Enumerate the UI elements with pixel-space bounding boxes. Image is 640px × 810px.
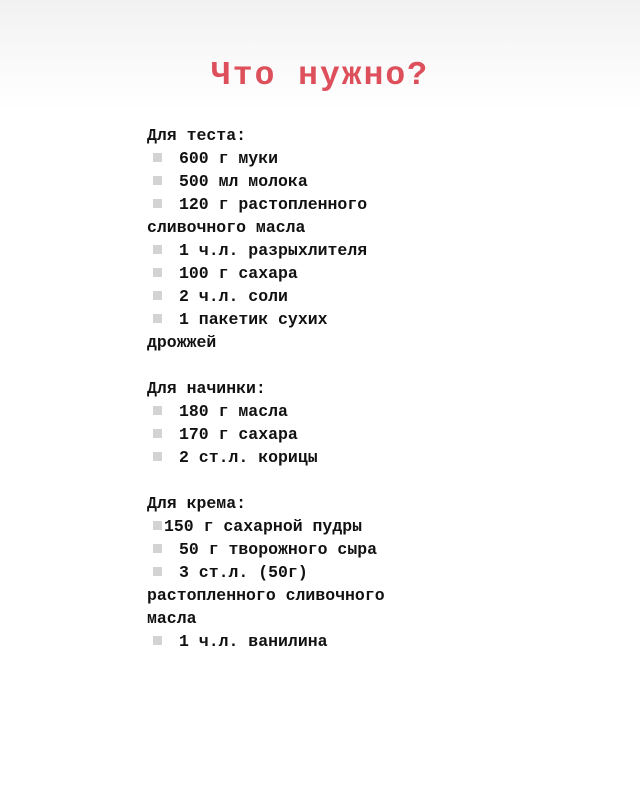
square-bullet-icon <box>153 199 162 208</box>
ingredient-text: 1 ч.л. ванилина <box>179 632 328 651</box>
ingredient-text: 1 пакетик сухих дрожжей <box>147 310 328 352</box>
square-bullet-icon <box>153 521 162 530</box>
ingredient-list <box>147 400 387 469</box>
ingredient-list <box>147 515 387 653</box>
section-filling <box>147 377 387 469</box>
square-bullet-icon <box>153 153 162 162</box>
list-item <box>147 239 387 262</box>
square-bullet-icon <box>153 245 162 254</box>
ingredient-text: 600 г муки <box>179 149 279 168</box>
list-item <box>147 170 387 193</box>
ingredient-text: 500 мл молока <box>179 172 308 191</box>
section-heading: Для крема: <box>147 494 247 513</box>
ingredient-text: 1 ч.л. разрыхлителя <box>179 241 368 260</box>
section-spacer <box>147 469 387 492</box>
square-bullet-icon <box>153 567 162 576</box>
square-bullet-icon <box>153 636 162 645</box>
section-dough <box>147 124 387 354</box>
square-bullet-icon <box>153 314 162 323</box>
square-bullet-icon <box>153 268 162 277</box>
list-item <box>147 308 387 354</box>
list-item <box>147 147 387 170</box>
square-bullet-icon <box>153 406 162 415</box>
square-bullet-icon <box>153 544 162 553</box>
section-cream <box>147 492 387 653</box>
list-item <box>147 285 387 308</box>
ingredient-text: 170 г сахара <box>179 425 298 444</box>
list-item <box>147 193 387 239</box>
list-item <box>147 423 387 446</box>
ingredient-text: 120 г растопленного сливочного масла <box>147 195 368 237</box>
ingredient-list <box>147 147 387 354</box>
ingredient-text: 2 ч.л. соли <box>179 287 288 306</box>
square-bullet-icon <box>153 429 162 438</box>
section-heading: Для теста: <box>147 126 247 145</box>
square-bullet-icon <box>153 452 162 461</box>
list-item <box>147 630 387 653</box>
ingredients-list <box>147 124 387 653</box>
ingredient-text: 150 г сахарной пудры <box>164 517 363 536</box>
square-bullet-icon <box>153 176 162 185</box>
page-title: Что нужно? <box>210 57 430 95</box>
list-item <box>147 515 387 538</box>
ingredient-text: 180 г масла <box>179 402 288 421</box>
square-bullet-icon <box>153 291 162 300</box>
list-item <box>147 538 387 561</box>
ingredient-text: 3 ст.л. (50г) растопленного сливочного масла <box>147 563 385 628</box>
section-spacer <box>147 354 387 377</box>
list-item <box>147 262 387 285</box>
ingredient-text: 2 ст.л. корицы <box>179 448 318 467</box>
list-item <box>147 400 387 423</box>
list-item <box>147 446 387 469</box>
ingredient-text: 50 г творожного сыра <box>179 540 378 559</box>
ingredient-text: 100 г сахара <box>179 264 298 283</box>
section-heading: Для начинки: <box>147 379 266 398</box>
list-item <box>147 561 387 630</box>
